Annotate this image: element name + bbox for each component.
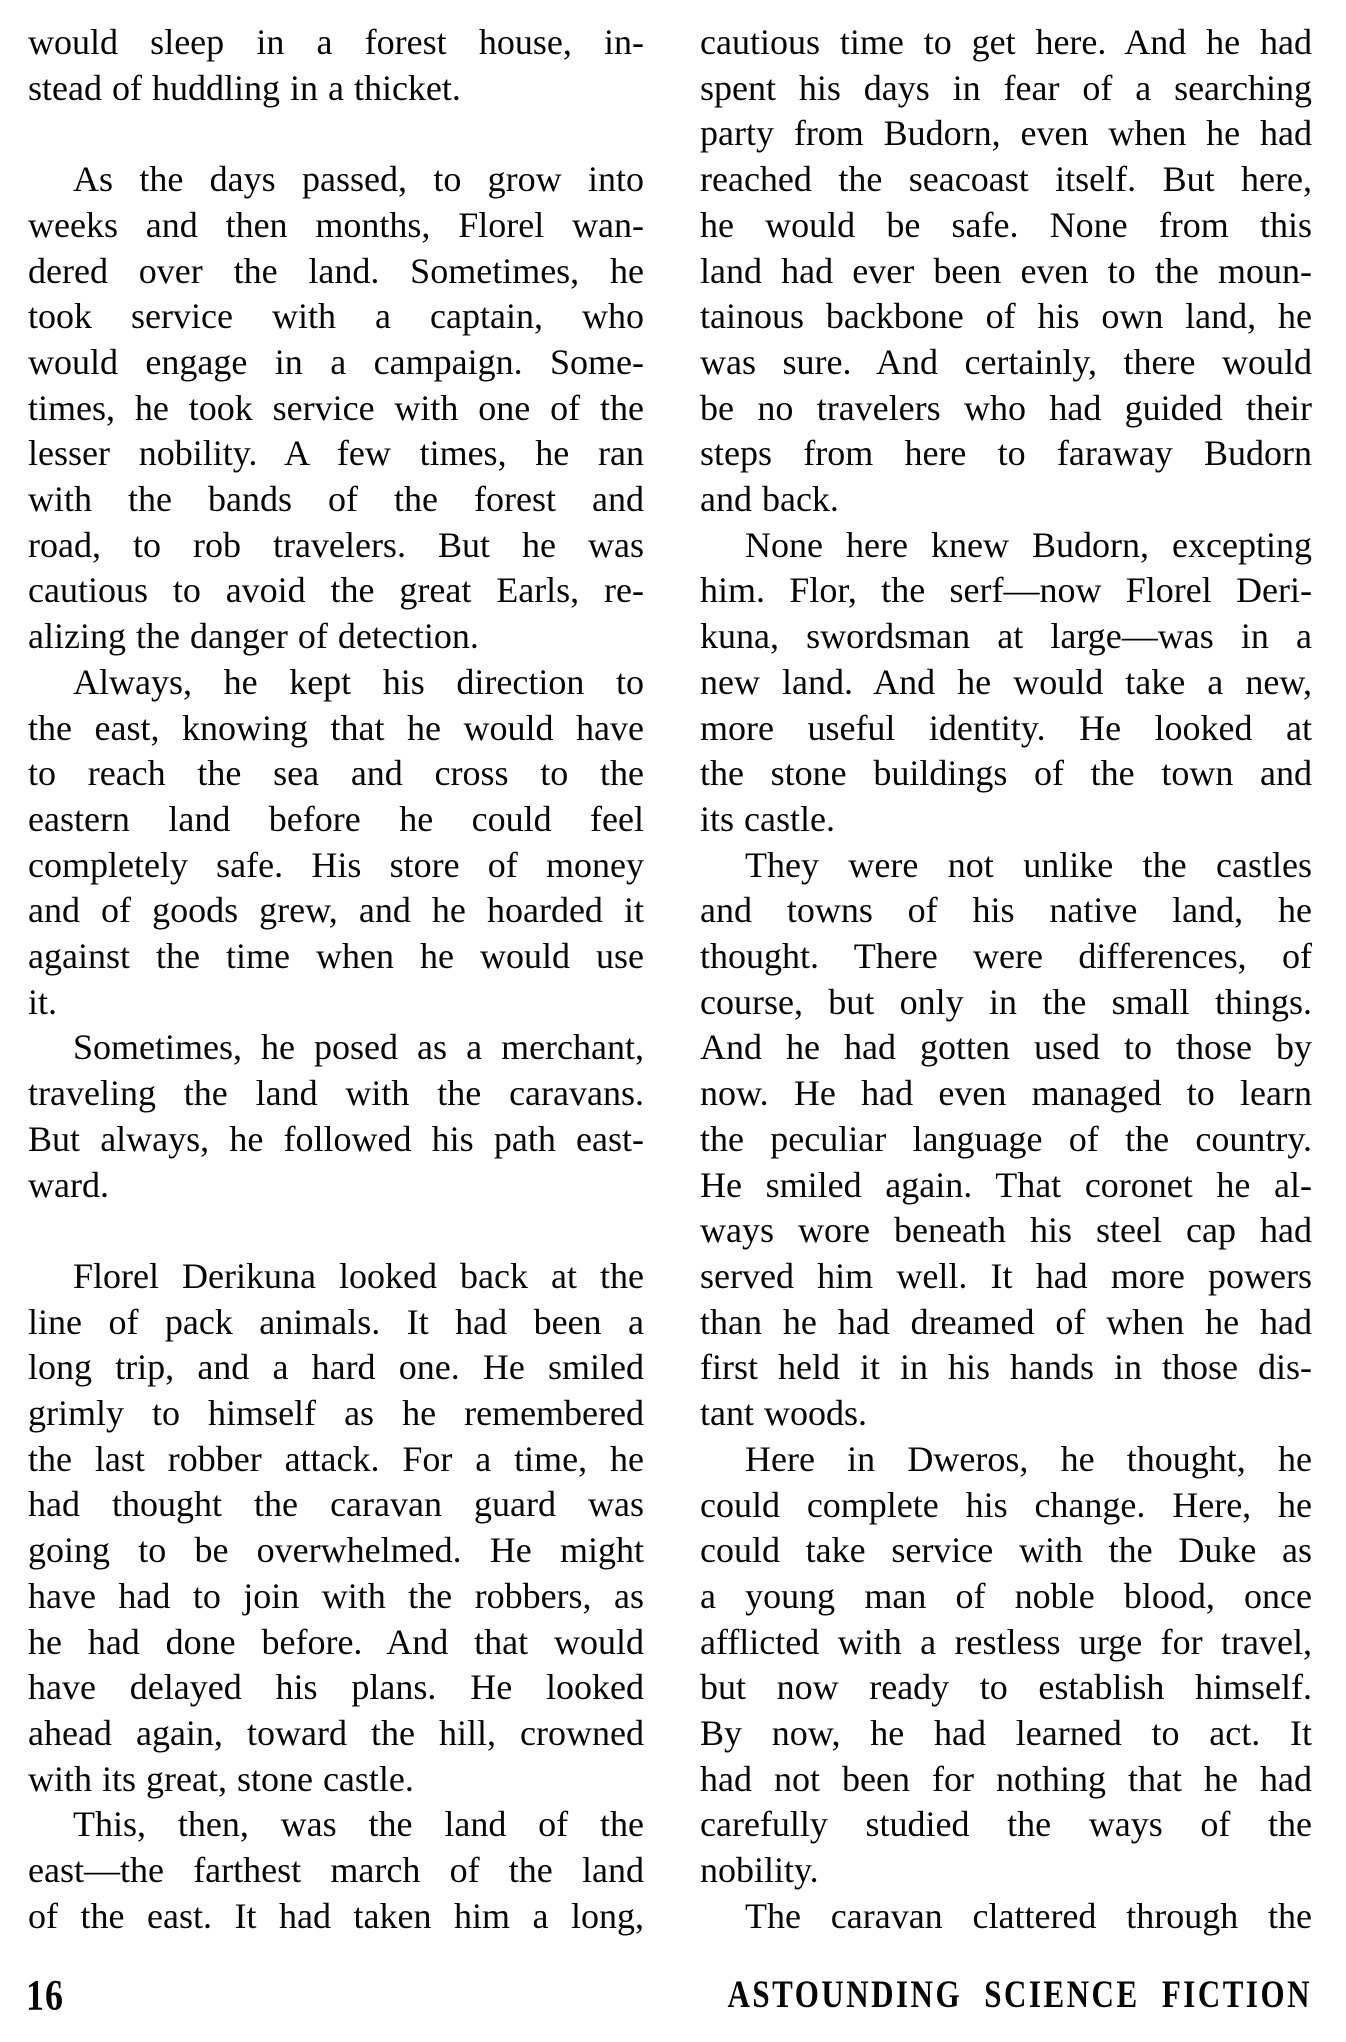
magazine-title: ASTOUNDING SCIENCE FICTION: [727, 1972, 1312, 2016]
text-line: stead of huddling in a thicket.: [28, 67, 461, 108]
text-line: going to be overwhelmed. He might: [28, 1530, 644, 1571]
text-line: had thought the caravan guard was: [28, 1484, 644, 1525]
text-line: ward.: [28, 1164, 109, 1205]
text-line: alizing the danger of detection.: [28, 616, 479, 657]
text-line: the east, knowing that he would have: [28, 707, 644, 748]
text-line: against the time when he would use: [28, 936, 644, 977]
paragraph: [700, 20, 1312, 523]
text-line: tant woods.: [700, 1393, 867, 1434]
text-line: east—the farthest march of the land: [28, 1850, 644, 1891]
text-line: but now ready to establish himself.: [700, 1667, 1312, 1708]
text-line: long trip, and a hard one. He smiled: [28, 1347, 644, 1388]
text-line: Here in Dweros, he thought, he: [745, 1438, 1312, 1479]
text-line: line of pack animals. It had been a: [28, 1301, 644, 1342]
text-line: would engage in a campaign. Some-: [28, 341, 644, 382]
text-line: Florel Derikuna looked back at the: [73, 1255, 644, 1296]
text-line: cautious time to get here. And he had: [700, 22, 1312, 62]
paragraph: [700, 523, 1312, 843]
text-line: was sure. And certainly, there would: [700, 341, 1312, 382]
text-line: thought. There were differences, of: [700, 936, 1312, 977]
text-line: would sleep in a forest house, in-: [28, 22, 644, 62]
text-line: weeks and then months, Florel wan-: [28, 204, 644, 245]
text-line: He smiled again. That coronet he al-: [700, 1164, 1312, 1205]
text-line: traveling the land with the caravans.: [28, 1073, 644, 1114]
text-line: The caravan clattered through the: [745, 1895, 1312, 1936]
text-line: Sometimes, he posed as a merchant,: [73, 1027, 644, 1068]
text-line: served him well. It had more powers: [700, 1255, 1312, 1296]
text-line: the last robber attack. For a time, he: [28, 1438, 644, 1479]
text-line: afflicted with a restless urge for travel,: [700, 1621, 1312, 1662]
text-line: of the east. It had taken him a long,: [28, 1895, 644, 1936]
text-line: him. Flor, the serf—now Florel Deri-: [700, 570, 1312, 611]
text-line: the stone buildings of the town and: [700, 753, 1312, 794]
text-line: reached the seacoast itself. But here,: [700, 159, 1312, 200]
text-line: ahead again, toward the hill, crowned: [28, 1712, 644, 1753]
text-line: it.: [28, 981, 58, 1022]
text-line: had not been for nothing that he had: [700, 1758, 1312, 1799]
text-line: than he had dreamed of when he had: [700, 1301, 1312, 1342]
text-line: lesser nobility. A few times, he ran: [28, 433, 644, 474]
paragraph: [28, 1025, 644, 1208]
text-line: ways wore beneath his steel cap had: [700, 1210, 1312, 1251]
text-line: new land. And he would take a new,: [700, 661, 1312, 702]
text-line: Always, he kept his direction to: [73, 661, 644, 702]
text-line: could complete his change. Here, he: [700, 1484, 1312, 1525]
text-line: a young man of noble blood, once: [700, 1575, 1312, 1616]
text-line: spent his days in fear of a searching: [700, 67, 1312, 108]
paragraph: [700, 1437, 1312, 1894]
text-line: By now, he had learned to act. It: [700, 1713, 1312, 1754]
text-line: eastern land before he could feel: [28, 798, 644, 839]
text-line: be no travelers who had guided their: [700, 387, 1312, 428]
text-line: more useful identity. He looked at: [700, 707, 1312, 748]
text-line: party from Budorn, even when he had: [700, 113, 1312, 154]
text-line: and of goods grew, and he hoarded it: [28, 890, 644, 931]
text-line: None here knew Budorn, excepting: [745, 524, 1312, 565]
text-line: to reach the sea and cross to the: [28, 753, 644, 794]
text-line: This, then, was the land of the: [73, 1804, 644, 1845]
text-line: cautious to avoid the great Earls, re-: [28, 570, 644, 611]
paragraph: [28, 20, 644, 111]
text-line: the peculiar language of the country.: [700, 1118, 1312, 1159]
text-line: now. He had even managed to learn: [700, 1073, 1312, 1114]
text-line: and towns of his native land, he: [700, 890, 1312, 931]
text-line: steps from here to faraway Budorn: [700, 433, 1312, 474]
text-line: he had done before. And that would: [28, 1621, 644, 1662]
text-line: And he had gotten used to those by: [700, 1027, 1312, 1068]
text-line: have had to join with the robbers, as: [28, 1575, 644, 1616]
text-line: have delayed his plans. He looked: [28, 1667, 644, 1708]
text-line: with the bands of the forest and: [28, 479, 644, 520]
text-line: with its great, stone castle.: [28, 1758, 414, 1799]
paragraph: [28, 1802, 644, 1939]
text-line: carefully studied the ways of the: [700, 1804, 1312, 1845]
text-line: took service with a captain, who: [28, 296, 644, 337]
text-line: he would be safe. None from this: [700, 204, 1312, 245]
text-line: and back.: [700, 479, 839, 520]
text-line: first held it in his hands in those dis-: [700, 1347, 1312, 1388]
paragraph: [700, 1894, 1312, 1940]
text-line: kuna, swordsman at large—was in a: [700, 616, 1312, 657]
right-text-column: [700, 20, 1312, 1940]
text-line: grimly to himself as he remembered: [28, 1393, 644, 1434]
text-line: But always, he followed his path east-: [28, 1118, 644, 1159]
text-line: its castle.: [700, 798, 835, 839]
paragraph: [28, 157, 644, 660]
text-line: could take service with the Duke as: [700, 1530, 1312, 1571]
text-line: road, to rob travelers. But he was: [28, 524, 644, 565]
left-text-column: [28, 20, 644, 1940]
paragraph: [28, 1254, 644, 1802]
text-line: As the days passed, to grow into: [73, 159, 644, 200]
page-number: 16: [26, 1971, 64, 2020]
text-line: land had ever been even to the moun-: [700, 250, 1312, 291]
text-line: They were not unlike the castles: [745, 844, 1312, 885]
text-line: course, but only in the small things.: [700, 981, 1312, 1022]
text-line: tainous backbone of his own land, he: [700, 296, 1312, 337]
text-line: times, he took service with one of the: [28, 387, 644, 428]
text-line: nobility.: [700, 1850, 819, 1891]
paragraph: [28, 660, 644, 1026]
text-line: dered over the land. Sometimes, he: [28, 250, 644, 291]
paragraph: [700, 843, 1312, 1437]
text-line: completely safe. His store of money: [28, 844, 644, 885]
